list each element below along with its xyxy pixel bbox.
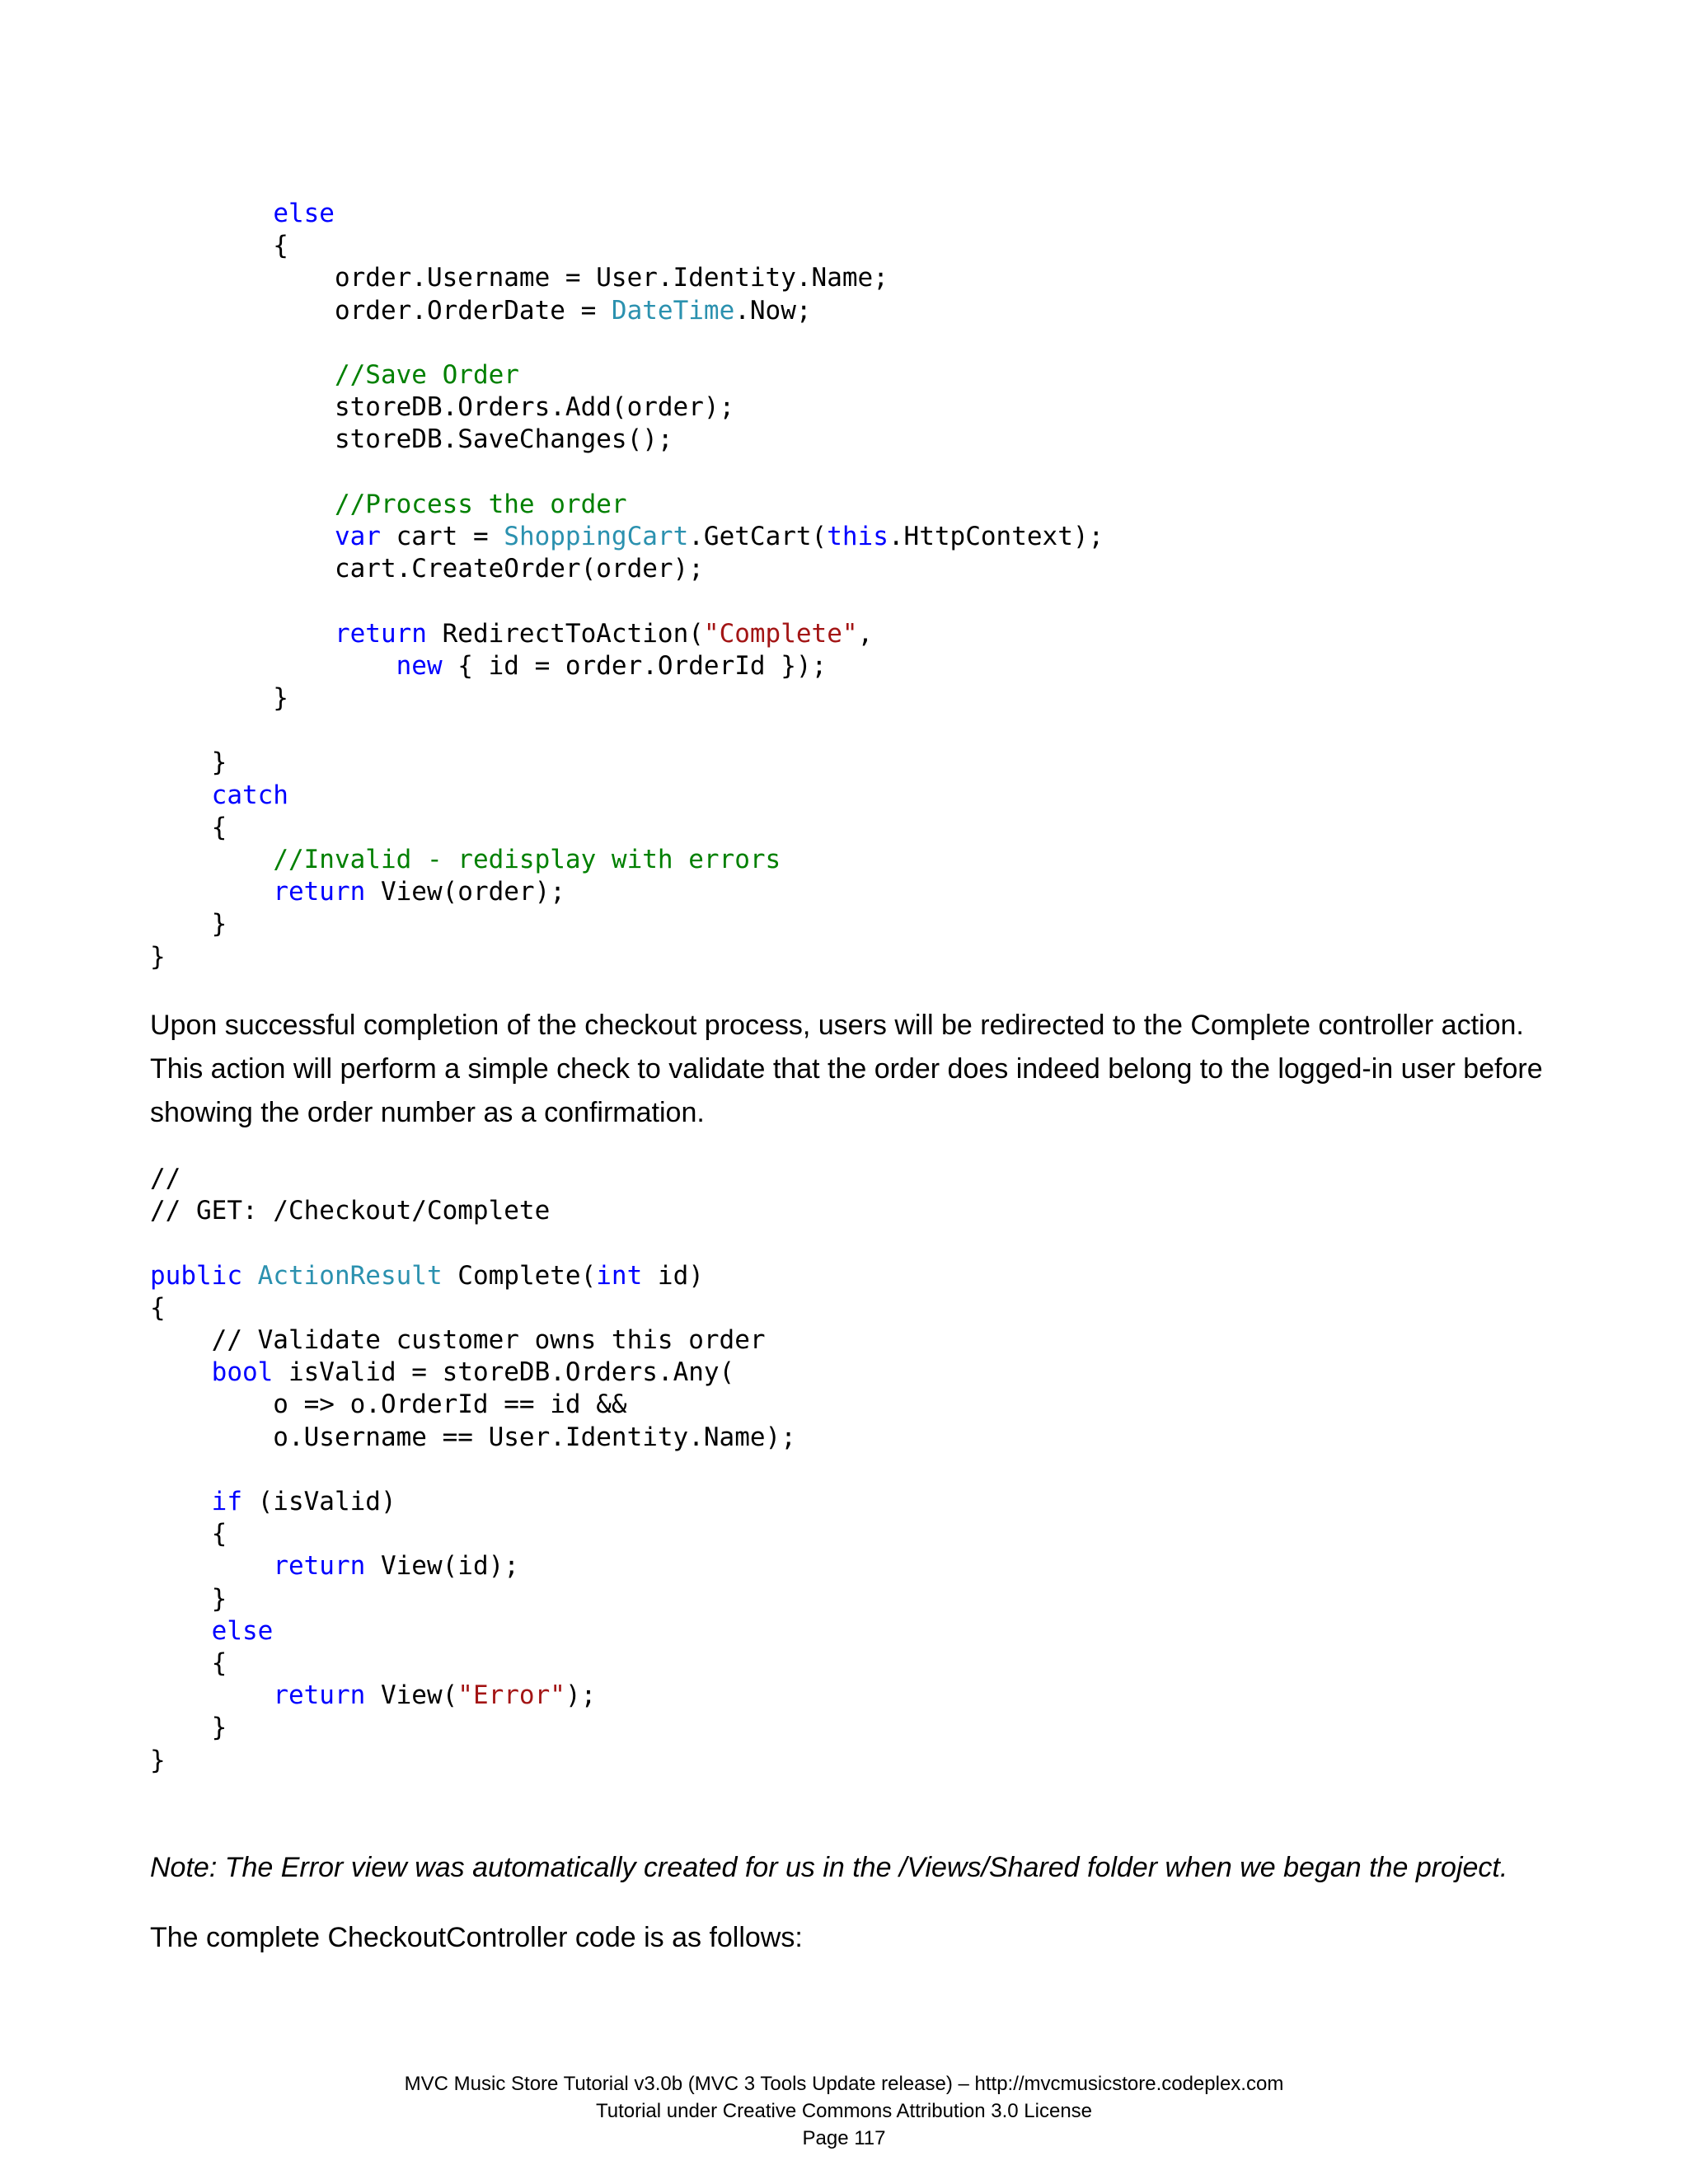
- code-token: [150, 877, 273, 907]
- code-token: catch: [211, 780, 288, 810]
- code-token: order.Username = User.Identity.Name;: [150, 263, 889, 293]
- code-line: [150, 1325, 766, 1355]
- code-token: [150, 199, 273, 228]
- code-token: [150, 1357, 212, 1387]
- code-line: [150, 909, 227, 939]
- code-token: [150, 1680, 273, 1710]
- code-line: [150, 1680, 596, 1710]
- code-token: );: [565, 1680, 597, 1711]
- code-line: [150, 877, 565, 907]
- code-token: View(id);: [365, 1551, 519, 1582]
- code-token: this: [827, 522, 889, 552]
- code-line: [150, 813, 227, 842]
- code-token: .HttpContext);: [888, 522, 1104, 552]
- code-line: [150, 296, 812, 326]
- code-token: // Validate customer owns this order: [150, 1325, 766, 1356]
- code-line: [150, 1584, 227, 1614]
- code-token: }: [150, 1745, 166, 1775]
- code-token: else: [273, 199, 335, 228]
- code-token: o => o.OrderId == id &&: [150, 1390, 627, 1420]
- code-token: new: [396, 650, 443, 681]
- page-number: Page 117: [802, 2127, 886, 2149]
- code-line: [150, 619, 873, 649]
- note-error-view: Note: The Error view was automatically created for us in the /Views/Shared folder when we began the project.: [150, 1852, 1508, 1883]
- code-token: storeDB.SaveChanges();: [150, 424, 673, 455]
- code-line: [150, 1164, 181, 1193]
- code-token: Complete(: [442, 1260, 597, 1291]
- code-token: return: [273, 1680, 366, 1711]
- code-token: {: [150, 1292, 166, 1323]
- code-token: }: [150, 941, 166, 972]
- code-token: (isValid): [241, 1487, 396, 1517]
- code-line: [150, 1357, 734, 1387]
- code-line: [150, 780, 288, 810]
- code-token: if: [211, 1487, 242, 1517]
- code-line: [150, 683, 288, 713]
- code-token: isValid = storeDB.Orders.Any(: [273, 1357, 735, 1388]
- code-line: [150, 1648, 227, 1678]
- code-token: return: [273, 1551, 366, 1582]
- paragraph-checkout-controller: The complete CheckoutController code is as follows:: [150, 1922, 803, 1953]
- code-line: [150, 1519, 227, 1549]
- code-block-complete-action: [150, 1163, 796, 1777]
- code-token: else: [211, 1615, 274, 1646]
- code-token: {: [150, 1519, 227, 1549]
- code-line: [150, 231, 288, 260]
- code-line: [150, 424, 673, 454]
- code-line: [150, 199, 335, 228]
- code-token: View(: [365, 1680, 458, 1711]
- code-token: { id = order.OrderId });: [442, 650, 828, 681]
- code-line: [150, 1551, 519, 1581]
- code-line: [150, 1390, 627, 1419]
- code-token: [150, 490, 335, 519]
- code-token: DateTime: [611, 295, 735, 326]
- code-line: [150, 748, 227, 777]
- code-token: ShoppingCart: [504, 522, 689, 552]
- code-token: }: [150, 1583, 227, 1614]
- code-token: }: [150, 748, 227, 778]
- code-token: cart.CreateOrder(order);: [150, 554, 704, 584]
- code-token: [242, 1261, 258, 1291]
- code-token: View(order);: [365, 877, 565, 907]
- code-token: int: [596, 1260, 643, 1291]
- code-line: [150, 554, 704, 583]
- code-token: "Complete": [703, 618, 858, 649]
- code-line: [150, 360, 519, 390]
- code-token: var: [334, 522, 381, 552]
- code-token: //Save Order: [334, 360, 519, 391]
- code-line: [150, 651, 827, 681]
- code-token: {: [150, 1648, 227, 1679]
- code-token: return: [334, 618, 427, 649]
- code-line: [150, 263, 889, 293]
- code-token: //Process the order: [334, 489, 627, 519]
- code-token: // GET: /Checkout/Complete: [150, 1196, 551, 1226]
- code-line: [150, 1746, 166, 1775]
- code-token: RedirectToAction(: [426, 618, 704, 649]
- code-token: .Now;: [734, 295, 812, 326]
- code-token: storeDB.Orders.Add(order);: [150, 392, 735, 423]
- code-token: id): [642, 1260, 704, 1291]
- code-token: [150, 619, 335, 649]
- code-line: [150, 845, 781, 874]
- code-token: public: [150, 1260, 242, 1291]
- paragraph-complete-action: Upon successful completion of the checkout process, users will be redirected to the Complete controller action. This action will perform a simple check to validate that the order does indeed belong to the logged-in user before showing the order number as a confirmation.: [150, 1010, 1543, 1128]
- code-line: [150, 1487, 396, 1516]
- code-line: [150, 942, 166, 972]
- code-token: ,: [857, 618, 874, 649]
- code-token: [150, 845, 273, 874]
- code-token: //: [150, 1164, 181, 1193]
- code-token: }: [150, 683, 288, 714]
- code-token: [150, 780, 212, 810]
- code-token: [150, 1487, 212, 1516]
- code-token: o.Username == User.Identity.Name);: [150, 1422, 796, 1452]
- code-token: //Invalid - redisplay with errors: [273, 845, 781, 875]
- code-line: [150, 1293, 166, 1323]
- code-line: [150, 392, 734, 422]
- code-token: {: [150, 231, 288, 261]
- code-token: [150, 1616, 212, 1646]
- code-token: {: [150, 812, 227, 842]
- code-block-post-method: [150, 198, 1104, 973]
- code-line: [150, 1616, 273, 1646]
- code-token: [150, 1551, 273, 1581]
- code-token: [150, 360, 335, 390]
- code-line: [150, 490, 627, 519]
- code-token: }: [150, 1713, 227, 1743]
- footer-title: MVC Music Store Tutorial v3.0b (MVC 3 Tools Update release) – http://mvcmusicstore.codeplex.com: [404, 2073, 1284, 2095]
- code-line: [150, 1422, 796, 1452]
- code-token: [150, 651, 396, 681]
- code-line: [150, 522, 1104, 551]
- code-token: }: [150, 909, 227, 940]
- code-token: .GetCart(: [688, 522, 828, 552]
- code-line: [150, 1261, 704, 1291]
- code-token: [150, 522, 335, 551]
- page-footer: [0, 2070, 1688, 2152]
- code-token: ActionResult: [257, 1260, 443, 1291]
- code-token: order.OrderDate =: [150, 295, 612, 326]
- code-token: "Error": [457, 1680, 565, 1711]
- code-token: return: [273, 877, 366, 907]
- code-line: [150, 1196, 550, 1226]
- code-token: bool: [211, 1357, 274, 1388]
- code-line: [150, 1713, 227, 1742]
- code-token: cart =: [380, 522, 504, 552]
- footer-license: Tutorial under Creative Commons Attribution 3.0 License: [595, 2100, 1093, 2122]
